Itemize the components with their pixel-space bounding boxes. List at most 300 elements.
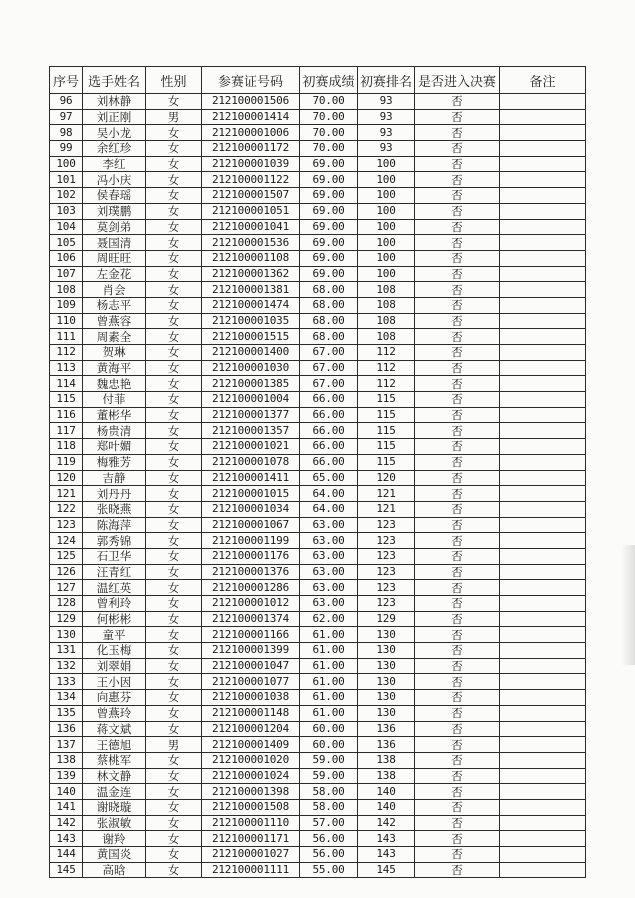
cell-name: 杨志平 (83, 297, 146, 313)
cell-name: 温金连 (83, 784, 146, 800)
cell-notes (500, 831, 586, 847)
cell-notes (500, 548, 586, 564)
cell-name: 刘翠娟 (83, 658, 146, 674)
cell-cert-number: 212100001122 (202, 172, 300, 188)
cell-final: 否 (415, 705, 500, 721)
cell-rank: 123 (358, 580, 415, 596)
cell-final: 否 (415, 486, 500, 502)
cell-final: 否 (415, 266, 500, 282)
table-row (50, 235, 586, 251)
cell-cert-number: 212100001111 (202, 862, 300, 878)
cell-final: 否 (415, 517, 500, 533)
cell-gender: 女 (146, 266, 202, 282)
cell-index: 127 (50, 580, 83, 596)
cell-score: 60.00 (300, 737, 358, 753)
cell-gender: 女 (146, 470, 202, 486)
cell-name: 林文静 (83, 768, 146, 784)
table-row (50, 674, 586, 690)
cell-cert-number: 212100001199 (202, 533, 300, 549)
cell-name: 童平 (83, 627, 146, 643)
cell-notes (500, 439, 586, 455)
cell-rank: 123 (358, 517, 415, 533)
cell-notes (500, 360, 586, 376)
cell-index: 99 (50, 141, 83, 157)
cell-index: 136 (50, 721, 83, 737)
cell-name: 蔡桃军 (83, 752, 146, 768)
cell-index: 101 (50, 172, 83, 188)
cell-notes (500, 768, 586, 784)
cell-notes (500, 250, 586, 266)
cell-score: 66.00 (300, 392, 358, 408)
cell-rank: 142 (358, 815, 415, 831)
cell-index: 134 (50, 690, 83, 706)
cell-notes (500, 235, 586, 251)
cell-gender: 女 (146, 643, 202, 659)
cell-rank: 143 (358, 847, 415, 863)
cell-score: 65.00 (300, 470, 358, 486)
cell-name: 谢晓璇 (83, 799, 146, 815)
cell-notes (500, 690, 586, 706)
cell-gender: 女 (146, 690, 202, 706)
cell-cert-number: 212100001004 (202, 392, 300, 408)
cell-score: 66.00 (300, 439, 358, 455)
cell-final: 否 (415, 784, 500, 800)
table-row (50, 407, 586, 423)
cell-cert-number: 212100001051 (202, 203, 300, 219)
cell-cert-number: 212100001108 (202, 250, 300, 266)
cell-notes (500, 737, 586, 753)
cell-final: 否 (415, 156, 500, 172)
cell-name: 蒋文斌 (83, 721, 146, 737)
cell-score: 58.00 (300, 799, 358, 815)
cell-index: 115 (50, 392, 83, 408)
cell-gender: 女 (146, 596, 202, 612)
cell-gender: 女 (146, 784, 202, 800)
cell-final: 否 (415, 501, 500, 517)
cell-gender: 女 (146, 799, 202, 815)
cell-index: 121 (50, 486, 83, 502)
cell-score: 70.00 (300, 109, 358, 125)
cell-name: 谢羚 (83, 831, 146, 847)
cell-gender: 女 (146, 815, 202, 831)
cell-gender: 女 (146, 156, 202, 172)
cell-score: 61.00 (300, 674, 358, 690)
table-row (50, 564, 586, 580)
cell-notes (500, 815, 586, 831)
cell-name: 温红英 (83, 580, 146, 596)
table-row (50, 737, 586, 753)
cell-name: 莫剑弟 (83, 219, 146, 235)
cell-index: 133 (50, 674, 83, 690)
cell-name: 贺琳 (83, 345, 146, 361)
cell-gender: 女 (146, 658, 202, 674)
cell-name: 左金花 (83, 266, 146, 282)
table-row (50, 345, 586, 361)
cell-rank: 108 (358, 313, 415, 329)
cell-rank: 93 (358, 125, 415, 141)
cell-name: 李红 (83, 156, 146, 172)
table-row (50, 752, 586, 768)
cell-gender: 女 (146, 392, 202, 408)
cell-gender: 女 (146, 297, 202, 313)
cell-final: 否 (415, 454, 500, 470)
cell-name: 周素全 (83, 329, 146, 345)
cell-score: 70.00 (300, 94, 358, 110)
cell-rank: 123 (358, 533, 415, 549)
cell-cert-number: 212100001508 (202, 799, 300, 815)
table-row (50, 784, 586, 800)
cell-final: 否 (415, 674, 500, 690)
header-gender: 性别 (146, 67, 202, 94)
cell-rank: 100 (358, 266, 415, 282)
cell-cert-number: 212100001038 (202, 690, 300, 706)
cell-cert-number: 212100001376 (202, 564, 300, 580)
cell-score: 61.00 (300, 705, 358, 721)
table-row (50, 721, 586, 737)
header-final: 是否进入决赛 (415, 67, 500, 94)
cell-name: 王小因 (83, 674, 146, 690)
cell-rank: 112 (358, 376, 415, 392)
cell-index: 119 (50, 454, 83, 470)
cell-name: 张淑敏 (83, 815, 146, 831)
cell-cert-number: 212100001030 (202, 360, 300, 376)
table-row (50, 501, 586, 517)
table-row (50, 392, 586, 408)
cell-score: 63.00 (300, 580, 358, 596)
table-row (50, 282, 586, 298)
cell-name: 董彬华 (83, 407, 146, 423)
table-row (50, 188, 586, 204)
cell-gender: 女 (146, 548, 202, 564)
cell-score: 70.00 (300, 141, 358, 157)
cell-score: 64.00 (300, 486, 358, 502)
cell-name: 化玉梅 (83, 643, 146, 659)
cell-final: 否 (415, 172, 500, 188)
cell-notes (500, 188, 586, 204)
table-row (50, 94, 586, 110)
cell-notes (500, 313, 586, 329)
table-row (50, 329, 586, 345)
cell-final: 否 (415, 847, 500, 863)
cell-notes (500, 533, 586, 549)
cell-score: 69.00 (300, 266, 358, 282)
cell-gender: 女 (146, 831, 202, 847)
cell-final: 否 (415, 548, 500, 564)
cell-cert-number: 212100001027 (202, 847, 300, 863)
cell-notes (500, 470, 586, 486)
table-row (50, 658, 586, 674)
cell-rank: 100 (358, 203, 415, 219)
cell-score: 67.00 (300, 360, 358, 376)
cell-cert-number: 212100001078 (202, 454, 300, 470)
cell-index: 111 (50, 329, 83, 345)
cell-gender: 女 (146, 486, 202, 502)
cell-gender: 女 (146, 580, 202, 596)
cell-rank: 130 (358, 627, 415, 643)
cell-gender: 女 (146, 674, 202, 690)
cell-index: 100 (50, 156, 83, 172)
cell-notes (500, 674, 586, 690)
cell-score: 59.00 (300, 768, 358, 784)
header-row (50, 67, 586, 94)
cell-final: 否 (415, 580, 500, 596)
cell-notes (500, 407, 586, 423)
cell-index: 132 (50, 658, 83, 674)
cell-gender: 女 (146, 188, 202, 204)
cell-rank: 130 (358, 643, 415, 659)
cell-final: 否 (415, 799, 500, 815)
cell-final: 否 (415, 141, 500, 157)
cell-index: 124 (50, 533, 83, 549)
cell-final: 否 (415, 862, 500, 878)
cell-score: 67.00 (300, 345, 358, 361)
cell-rank: 108 (358, 282, 415, 298)
cell-cert-number: 212100001015 (202, 486, 300, 502)
cell-notes (500, 282, 586, 298)
cell-gender: 女 (146, 627, 202, 643)
cell-notes (500, 862, 586, 878)
cell-final: 否 (415, 596, 500, 612)
cell-score: 56.00 (300, 831, 358, 847)
cell-index: 96 (50, 94, 83, 110)
cell-gender: 女 (146, 94, 202, 110)
cell-name: 曾燕玲 (83, 705, 146, 721)
cell-rank: 100 (358, 156, 415, 172)
cell-cert-number: 212100001047 (202, 658, 300, 674)
cell-notes (500, 423, 586, 439)
cell-gender: 女 (146, 360, 202, 376)
cell-notes (500, 517, 586, 533)
cell-name: 刘丹丹 (83, 486, 146, 502)
cell-name: 高晗 (83, 862, 146, 878)
cell-gender: 女 (146, 721, 202, 737)
cell-score: 69.00 (300, 156, 358, 172)
table-row (50, 862, 586, 878)
header-cert-number: 参赛证号码 (202, 67, 300, 94)
cell-rank: 129 (358, 611, 415, 627)
cell-name: 王德旭 (83, 737, 146, 753)
cell-cert-number: 212100001362 (202, 266, 300, 282)
table-row (50, 611, 586, 627)
cell-gender: 女 (146, 862, 202, 878)
cell-score: 60.00 (300, 721, 358, 737)
table-row (50, 533, 586, 549)
cell-final: 否 (415, 297, 500, 313)
cell-notes (500, 125, 586, 141)
cell-notes (500, 611, 586, 627)
cell-rank: 93 (358, 141, 415, 157)
cell-notes (500, 454, 586, 470)
cell-final: 否 (415, 533, 500, 549)
cell-name: 魏忠艳 (83, 376, 146, 392)
cell-cert-number: 212100001024 (202, 768, 300, 784)
cell-index: 139 (50, 768, 83, 784)
cell-index: 98 (50, 125, 83, 141)
cell-final: 否 (415, 721, 500, 737)
cell-rank: 93 (358, 94, 415, 110)
cell-index: 114 (50, 376, 83, 392)
cell-name: 黄国炎 (83, 847, 146, 863)
cell-cert-number: 212100001399 (202, 643, 300, 659)
cell-gender: 女 (146, 235, 202, 251)
cell-gender: 女 (146, 345, 202, 361)
cell-final: 否 (415, 690, 500, 706)
cell-cert-number: 212100001039 (202, 156, 300, 172)
table-row (50, 548, 586, 564)
table-row (50, 768, 586, 784)
cell-rank: 121 (358, 501, 415, 517)
cell-final: 否 (415, 203, 500, 219)
cell-rank: 100 (358, 219, 415, 235)
cell-final: 否 (415, 643, 500, 659)
cell-notes (500, 580, 586, 596)
cell-final: 否 (415, 109, 500, 125)
cell-cert-number: 212100001377 (202, 407, 300, 423)
table-row (50, 454, 586, 470)
cell-gender: 女 (146, 564, 202, 580)
cell-name: 冯小庆 (83, 172, 146, 188)
table-row (50, 172, 586, 188)
table-row (50, 250, 586, 266)
cell-index: 126 (50, 564, 83, 580)
cell-index: 102 (50, 188, 83, 204)
cell-gender: 女 (146, 439, 202, 455)
cell-gender: 女 (146, 752, 202, 768)
cell-final: 否 (415, 376, 500, 392)
cell-gender: 女 (146, 533, 202, 549)
cell-final: 否 (415, 407, 500, 423)
cell-index: 106 (50, 250, 83, 266)
cell-index: 118 (50, 439, 83, 455)
cell-rank: 136 (358, 737, 415, 753)
cell-final: 否 (415, 235, 500, 251)
cell-cert-number: 212100001035 (202, 313, 300, 329)
cell-index: 120 (50, 470, 83, 486)
cell-cert-number: 212100001536 (202, 235, 300, 251)
cell-cert-number: 212100001381 (202, 282, 300, 298)
cell-score: 63.00 (300, 517, 358, 533)
table-row (50, 297, 586, 313)
cell-cert-number: 212100001034 (202, 501, 300, 517)
cell-cert-number: 212100001077 (202, 674, 300, 690)
cell-final: 否 (415, 188, 500, 204)
scan-edge-mark (621, 545, 635, 665)
cell-rank: 123 (358, 548, 415, 564)
cell-cert-number: 212100001006 (202, 125, 300, 141)
table-row (50, 580, 586, 596)
cell-score: 68.00 (300, 313, 358, 329)
cell-notes (500, 297, 586, 313)
cell-notes (500, 627, 586, 643)
cell-rank: 115 (358, 392, 415, 408)
cell-cert-number: 212100001474 (202, 297, 300, 313)
cell-notes (500, 156, 586, 172)
cell-rank: 123 (358, 596, 415, 612)
cell-final: 否 (415, 250, 500, 266)
cell-index: 105 (50, 235, 83, 251)
table-row (50, 423, 586, 439)
cell-cert-number: 212100001166 (202, 627, 300, 643)
table-row (50, 266, 586, 282)
cell-gender: 女 (146, 250, 202, 266)
cell-notes (500, 721, 586, 737)
cell-final: 否 (415, 439, 500, 455)
table-row (50, 705, 586, 721)
cell-rank: 112 (358, 345, 415, 361)
cell-notes (500, 564, 586, 580)
table-row (50, 815, 586, 831)
cell-rank: 100 (358, 235, 415, 251)
cell-cert-number: 212100001374 (202, 611, 300, 627)
cell-final: 否 (415, 313, 500, 329)
cell-final: 否 (415, 392, 500, 408)
cell-gender: 女 (146, 219, 202, 235)
cell-name: 杨贵清 (83, 423, 146, 439)
cell-cert-number: 212100001204 (202, 721, 300, 737)
cell-final: 否 (415, 219, 500, 235)
cell-name: 刘璞鹏 (83, 203, 146, 219)
cell-cert-number: 212100001385 (202, 376, 300, 392)
cell-index: 123 (50, 517, 83, 533)
cell-cert-number: 212100001171 (202, 831, 300, 847)
cell-score: 69.00 (300, 188, 358, 204)
cell-rank: 138 (358, 752, 415, 768)
cell-score: 64.00 (300, 501, 358, 517)
cell-rank: 115 (358, 407, 415, 423)
cell-score: 61.00 (300, 643, 358, 659)
cell-score: 69.00 (300, 203, 358, 219)
cell-notes (500, 329, 586, 345)
header-notes: 备注 (500, 67, 586, 94)
cell-notes (500, 501, 586, 517)
cell-name: 吉静 (83, 470, 146, 486)
table-row (50, 470, 586, 486)
cell-rank: 120 (358, 470, 415, 486)
cell-cert-number: 212100001409 (202, 737, 300, 753)
cell-rank: 112 (358, 360, 415, 376)
cell-index: 135 (50, 705, 83, 721)
cell-index: 107 (50, 266, 83, 282)
cell-cert-number: 212100001176 (202, 548, 300, 564)
cell-name: 何彬彬 (83, 611, 146, 627)
cell-cert-number: 212100001411 (202, 470, 300, 486)
cell-notes (500, 141, 586, 157)
cell-final: 否 (415, 360, 500, 376)
cell-score: 69.00 (300, 250, 358, 266)
cell-final: 否 (415, 815, 500, 831)
cell-score: 68.00 (300, 297, 358, 313)
header-rank: 初赛排名 (358, 67, 415, 94)
cell-index: 116 (50, 407, 83, 423)
cell-name: 刘林静 (83, 94, 146, 110)
cell-gender: 女 (146, 203, 202, 219)
cell-name: 付菲 (83, 392, 146, 408)
cell-cert-number: 212100001148 (202, 705, 300, 721)
cell-gender: 女 (146, 423, 202, 439)
cell-gender: 女 (146, 517, 202, 533)
cell-notes (500, 219, 586, 235)
cell-index: 112 (50, 345, 83, 361)
cell-score: 67.00 (300, 376, 358, 392)
table-row (50, 156, 586, 172)
cell-cert-number: 212100001020 (202, 752, 300, 768)
cell-notes (500, 752, 586, 768)
header-score: 初赛成绩 (300, 67, 358, 94)
table-row (50, 486, 586, 502)
cell-score: 68.00 (300, 282, 358, 298)
cell-index: 142 (50, 815, 83, 831)
cell-index: 113 (50, 360, 83, 376)
